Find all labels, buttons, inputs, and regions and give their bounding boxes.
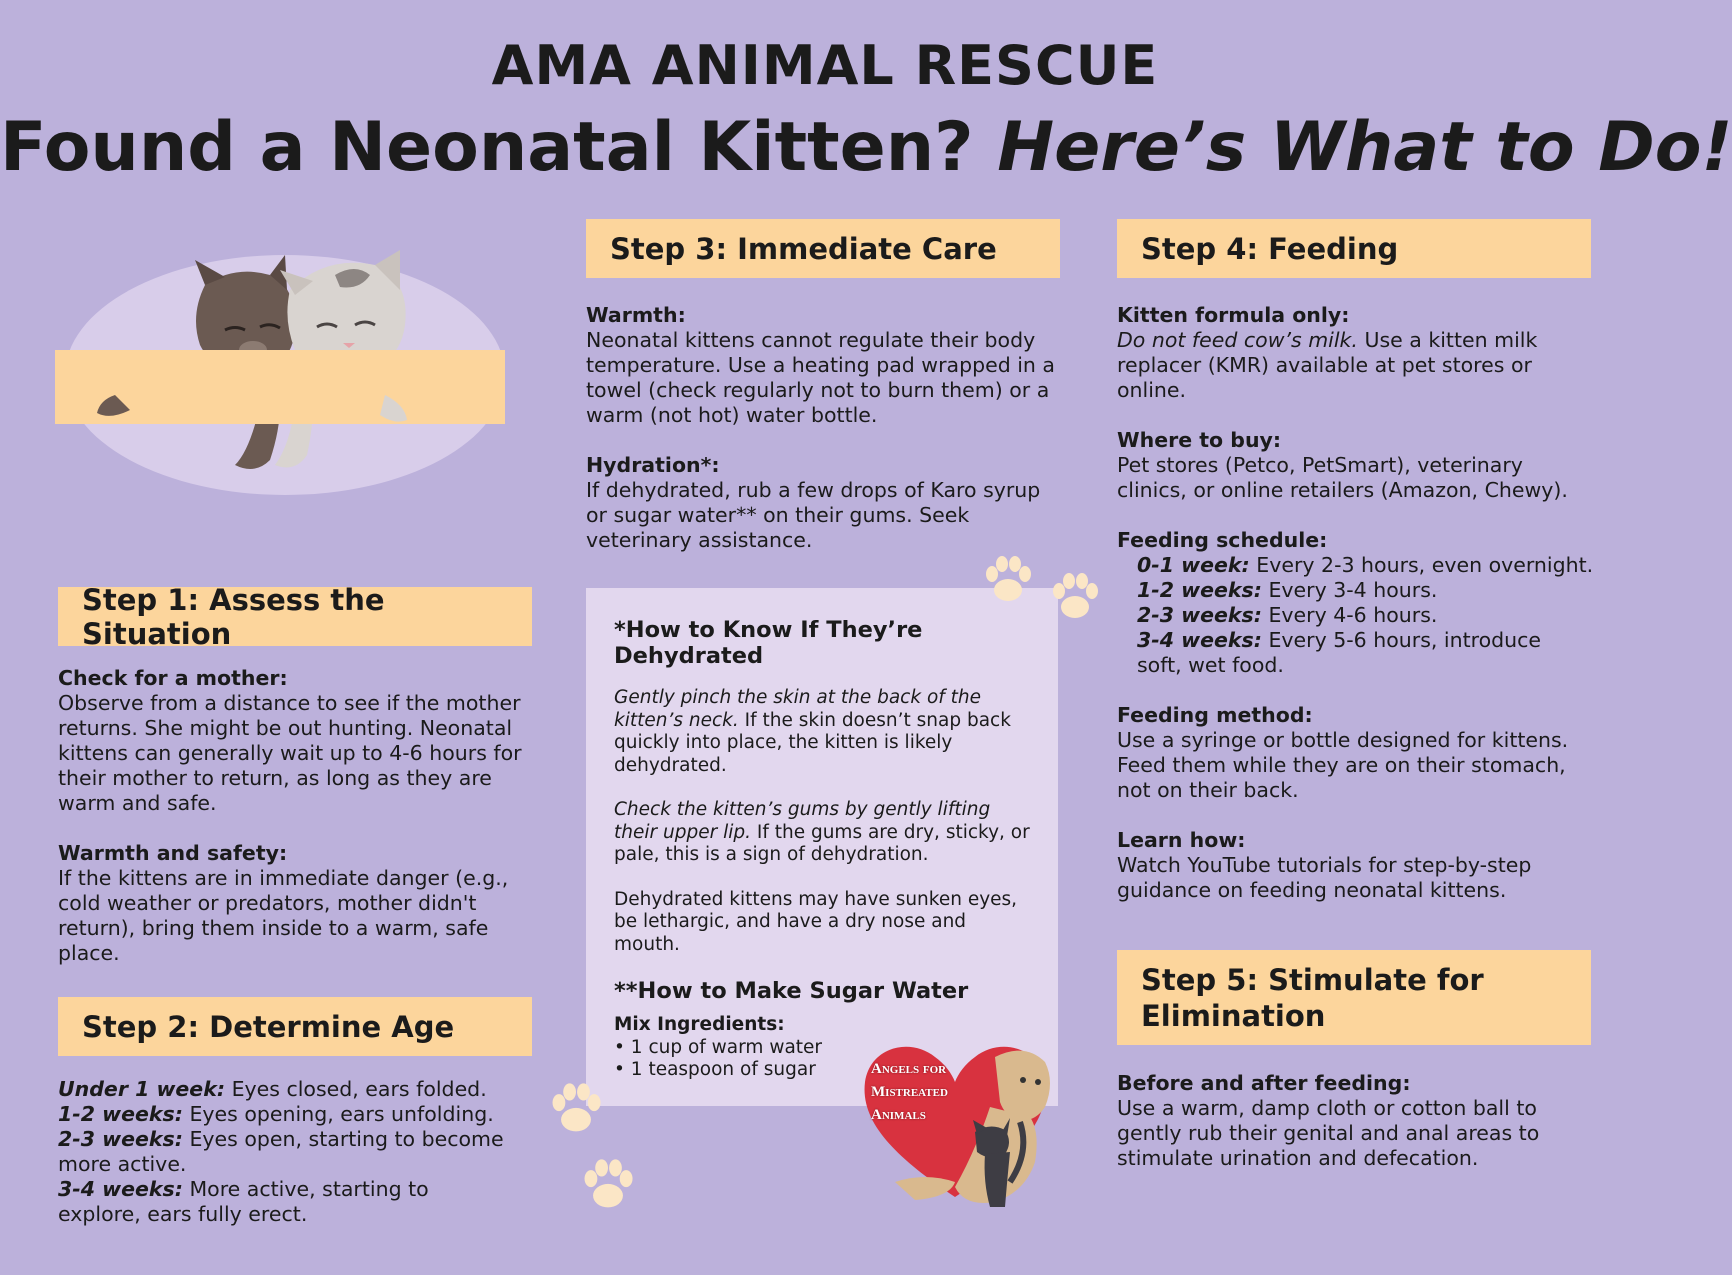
hydration-section xyxy=(586,453,1060,553)
gums-test-text: Check the kitten’s gums by gently lifting their upper lip. If the gums are dry, sticky, or pale, this is a sign of dehydration. xyxy=(614,799,1030,865)
feeding-schedule-section xyxy=(1117,528,1597,678)
paw-print-icon xyxy=(978,550,1038,610)
age-item: 3-4 weeks: More active, starting to explore, ears fully erect. xyxy=(58,1177,429,1226)
before-after-section xyxy=(1117,1071,1577,1171)
warmth-section xyxy=(586,303,1060,428)
where-to-buy-heading: Where to buy: xyxy=(1117,428,1282,452)
page-title xyxy=(0,108,1732,187)
step4-content xyxy=(1117,303,1597,928)
learn-how-section xyxy=(1117,828,1597,903)
step5-header xyxy=(1117,950,1591,1045)
paw-print-icon xyxy=(544,1077,608,1141)
step4-label: Step 4: Feeding xyxy=(1141,231,1399,266)
learn-how-text: Watch YouTube tutorials for step-by-step guidance on feeding neonatal kittens. xyxy=(1117,853,1532,902)
step3-content xyxy=(586,303,1060,578)
feeding-method-heading: Feeding method: xyxy=(1117,703,1313,727)
age-item: 2-3 weeks: Eyes open, starting to become more active. xyxy=(58,1127,504,1176)
pinch-test-text: Gently pinch the skin at the back of the kitten’s neck. If the skin doesn’t snap back quickly into place, the kitten is likely dehydrated. xyxy=(614,687,1011,776)
logo-line-animals: Animals xyxy=(871,1107,926,1123)
ingredient-item: • 1 cup of warm water xyxy=(614,1036,823,1058)
logo-line-mistreated: Mistreated xyxy=(871,1084,948,1100)
feeding-method-text: Use a syringe or bottle designed for kittens. Feed them while they are on their stomach, not on their back. xyxy=(1117,728,1569,802)
paw-print-icon xyxy=(1045,567,1105,627)
warmth-safety-heading: Warmth and safety: xyxy=(58,841,288,865)
feeding-method-section xyxy=(1117,703,1597,803)
feeding-schedule-heading: Feeding schedule: xyxy=(1117,528,1328,552)
learn-how-heading: Learn how: xyxy=(1117,828,1246,852)
symptoms-text: Dehydrated kittens may have sunken eyes, be lethargic, and have a dry nose and mouth. xyxy=(614,888,1018,955)
age-item: 1-2 weeks: Eyes opening, ears unfolding. xyxy=(58,1102,494,1126)
where-to-buy-section xyxy=(1117,428,1597,503)
step3-header xyxy=(586,219,1060,278)
before-after-heading: Before and after feeding: xyxy=(1117,1071,1411,1095)
step3-label: Step 3: Immediate Care xyxy=(610,231,997,266)
warmth-text: Neonatal kittens cannot regulate their body temperature. Use a heating pad wrapped in a towel (check regularly not to burn them) or a warm (not hot) water bottle. xyxy=(586,328,1055,427)
step5-content xyxy=(1117,1071,1577,1196)
org-name: AMA ANIMAL RESCUE xyxy=(491,34,1159,97)
paw-print-icon xyxy=(576,1153,640,1217)
ama-logo xyxy=(855,1022,1085,1222)
step1-content xyxy=(58,666,528,991)
ingredient-item: • 1 teaspoon of sugar xyxy=(614,1059,816,1080)
check-mother-heading: Check for a mother: xyxy=(58,666,288,690)
hydration-text: If dehydrated, rub a few drops of Karo syrup or sugar water** on their gums. Seek veterinary assistance. xyxy=(586,478,1041,552)
step4-header xyxy=(1117,219,1591,278)
formula-section xyxy=(1117,303,1597,403)
age-item: Under 1 week: Eyes closed, ears folded. xyxy=(58,1077,487,1101)
sugar-water-heading: **How to Make Sugar Water xyxy=(614,978,969,1004)
check-mother-text: Observe from a distance to see if the mother returns. She might be out hunting. Neonatal kittens can generally wait up to 4-6 hours for their mother to return, as long as they are warm and safe. xyxy=(58,691,522,815)
step2-header xyxy=(58,997,532,1056)
hydration-heading: Hydration*: xyxy=(586,453,720,477)
before-after-text: Use a warm, damp cloth or cotton ball to gently rub their genital and anal areas to stimulate urination and defecation. xyxy=(1117,1096,1540,1170)
schedule-item: 1-2 weeks: Every 3-4 hours. xyxy=(1137,578,1438,602)
dehydration-box-content xyxy=(614,617,1034,1082)
check-mother-section xyxy=(58,666,528,816)
logo-line-angels: Angels for xyxy=(871,1061,947,1077)
title-emphasis: Here’s What to Do! xyxy=(997,108,1732,187)
title-main: Found a Neonatal Kitten? xyxy=(0,108,974,187)
mix-heading: Mix Ingredients: xyxy=(614,1014,785,1035)
warmth-heading: Warmth: xyxy=(586,303,686,327)
dehydration-heading: *How to Know If They’re Dehydrated xyxy=(614,617,923,669)
step2-label: Step 2: Determine Age xyxy=(82,1009,455,1044)
step5-label-line1: Step 5: Stimulate for xyxy=(1141,963,1484,997)
warmth-safety-section xyxy=(58,841,528,966)
warmth-safety-text: If the kittens are in immediate danger (e.g., cold weather or predators, mother didn't return), bring them inside to a warm, safe place. xyxy=(58,866,509,965)
schedule-item: 2-3 weeks: Every 4-6 hours. xyxy=(1137,603,1438,627)
step1-label: Step 1: Assess the Situation xyxy=(82,582,385,651)
schedule-item: 0-1 week: Every 2-3 hours, even overnight. xyxy=(1137,553,1594,577)
formula-text: Do not feed cow’s milk. Use a kitten milk replacer (KMR) available at pet stores or online. xyxy=(1117,328,1538,402)
step1-header xyxy=(58,582,532,651)
step5-label-line2: Elimination xyxy=(1141,999,1326,1033)
kittens-illustration xyxy=(55,215,535,555)
formula-heading: Kitten formula only: xyxy=(1117,303,1350,327)
where-to-buy-text: Pet stores (Petco, PetSmart), veterinary clinics, or online retailers (Amazon, Chewy). xyxy=(1117,453,1568,502)
schedule-item: 3-4 weeks: Every 5-6 hours, introduce soft, wet food. xyxy=(1137,628,1542,677)
age-list xyxy=(58,1077,513,1227)
